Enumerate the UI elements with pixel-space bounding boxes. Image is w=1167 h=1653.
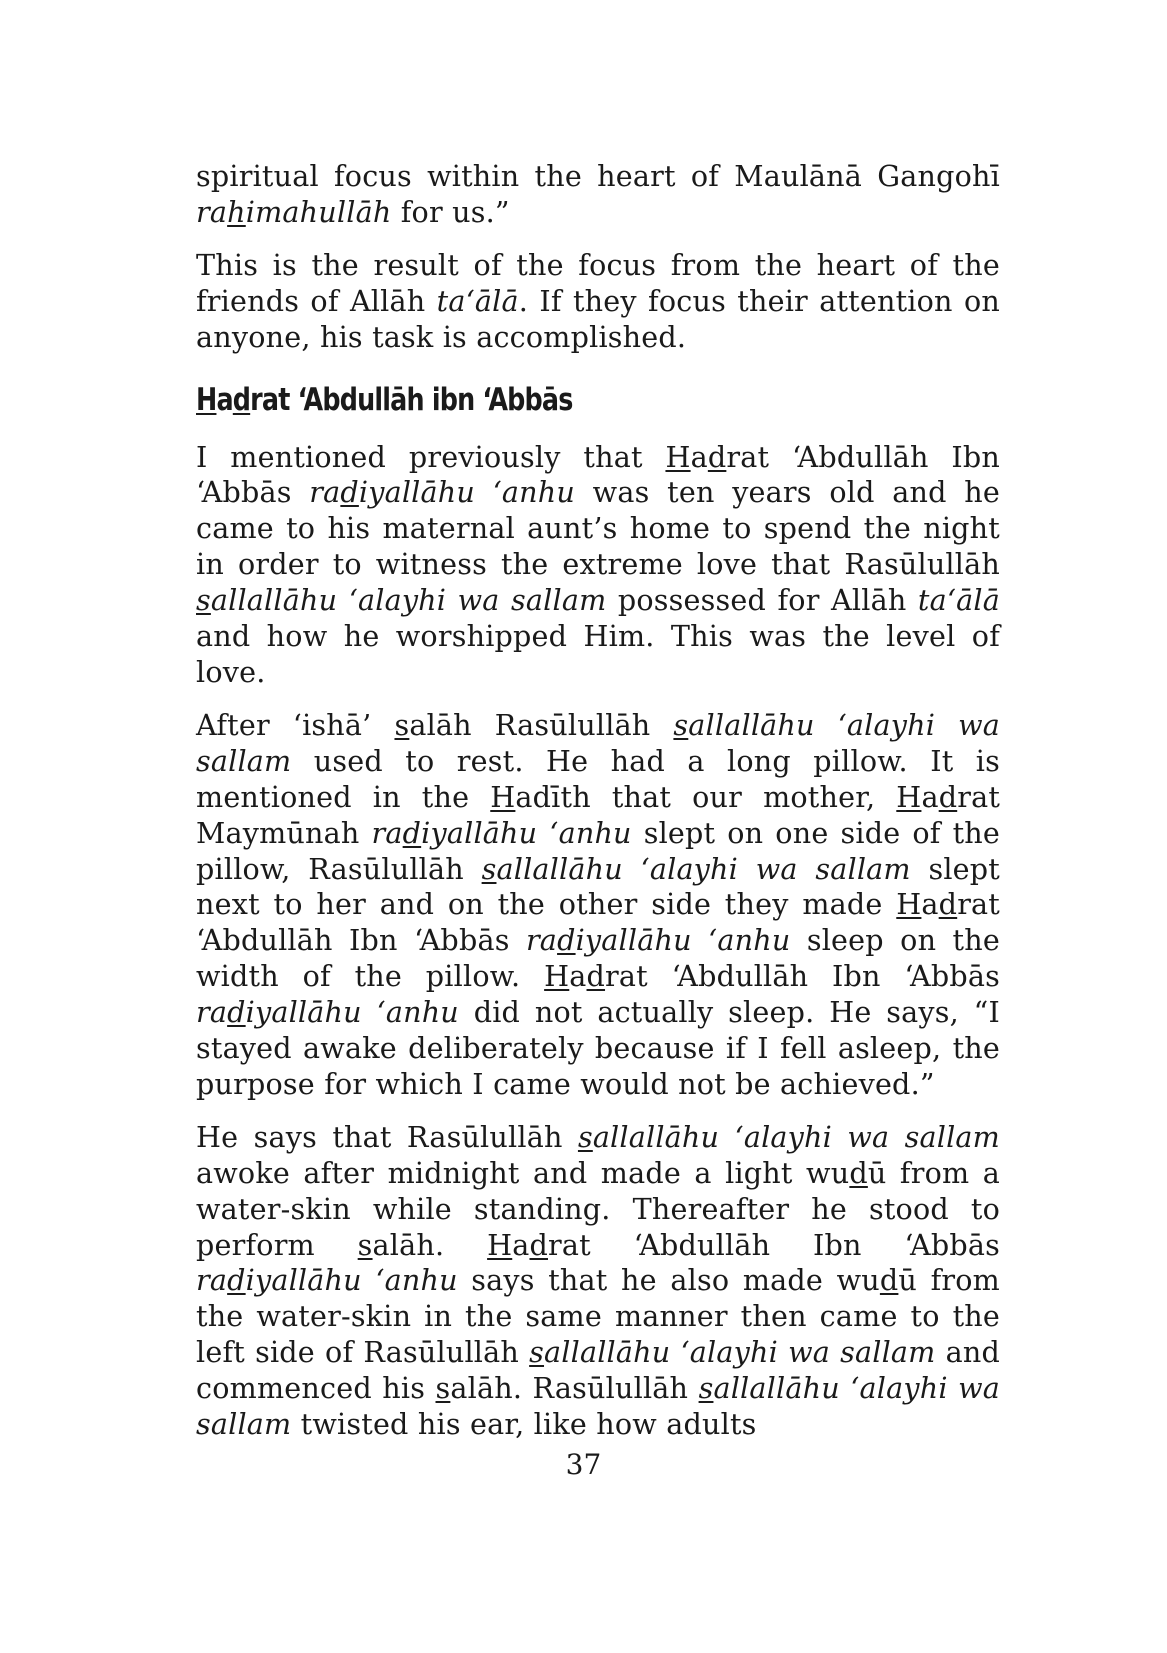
- text-run: I mentioned previously that: [196, 439, 666, 474]
- text-run: After ‘ishā’: [196, 707, 395, 742]
- text-run: s: [577, 1119, 593, 1154]
- text-run: imahullāh: [245, 194, 392, 229]
- text-run: a: [690, 439, 708, 474]
- text-run: awoke after midnight and made a light wu: [196, 1155, 850, 1190]
- text-run: alāh.: [372, 1227, 488, 1262]
- text-run: rat ‘Abdullāh ibn ‘Abbās: [250, 381, 573, 418]
- text-run: a: [216, 381, 233, 418]
- text-run: d: [849, 1155, 868, 1190]
- text-run: He says that Rasūlullāh: [196, 1119, 578, 1154]
- text-run: H: [490, 779, 516, 814]
- text-run: ta‘ālā: [436, 283, 519, 318]
- text-run: s: [481, 851, 497, 886]
- text-run: s: [357, 1227, 373, 1262]
- page-number: 37: [565, 1448, 602, 1481]
- paragraph-4: [196, 708, 1000, 1103]
- text-run: iyallāhu ‘anhu: [245, 1263, 458, 1298]
- text-run: allallāhu ‘alayhi wa sallam: [210, 583, 607, 618]
- text-run: d: [340, 475, 359, 510]
- text-run: and commenced his: [196, 1335, 1000, 1406]
- text-run: ū from the water-skin in the same manner then came to the left side of Rasūlullāh: [196, 1263, 1000, 1370]
- text-run: d: [402, 815, 422, 850]
- text-run: possessed for Allāh: [606, 583, 918, 618]
- text-run: iyallāhu ‘anhu: [245, 995, 459, 1030]
- text-run: alāh Rasūlullāh: [409, 707, 674, 742]
- text-run: twisted his ear, like how adults: [291, 1407, 757, 1442]
- text-run: H: [487, 1227, 513, 1262]
- paragraph-2: [196, 248, 1000, 356]
- text-run: H: [896, 779, 922, 814]
- text-run: rat Maymūnah: [196, 779, 1001, 850]
- text-run: ra: [196, 1263, 228, 1298]
- text-run: allallāhu ‘alayhi wa sallam: [592, 1119, 1000, 1154]
- text-run: d: [227, 995, 246, 1030]
- text-run: s: [435, 1371, 451, 1406]
- text-run: a: [921, 887, 939, 922]
- text-run: a: [512, 1227, 530, 1262]
- text-run: ra: [196, 194, 228, 229]
- text-run: ra: [309, 475, 341, 510]
- text-run: d: [227, 1263, 246, 1298]
- text-run: ra: [525, 923, 558, 958]
- text-run: allallāhu ‘alayhi wa sallam: [496, 851, 911, 886]
- text-run: adīth that our mother,: [515, 779, 897, 814]
- text-run: for us.”: [391, 194, 510, 229]
- text-run: d: [938, 887, 958, 922]
- text-run: alāh. Rasūlullāh: [450, 1371, 699, 1406]
- text-run: s: [529, 1335, 545, 1370]
- text-run: ū from a water-skin while standing. Thereafter he stood to perform: [196, 1155, 1000, 1262]
- text-run: rat ‘Abdullāh Ibn ‘Abbās: [196, 439, 1000, 510]
- text-run: d: [232, 381, 251, 418]
- text-run: says that he also made wu: [457, 1263, 880, 1298]
- paragraph-5: [196, 1120, 1000, 1443]
- text-column: [196, 159, 1000, 1460]
- text-run: allallāhu ‘alayhi wa sallam: [196, 1371, 1000, 1442]
- text-run: iyallāhu ‘anhu: [575, 923, 791, 958]
- text-run: d: [938, 779, 958, 814]
- text-run: did not actually sleep. He says, “I stayed awake deliberately because if I fell asleep, the purpose for which I came would not be achieved.”: [196, 995, 1000, 1101]
- text-run: s: [394, 707, 410, 742]
- text-run: d: [707, 439, 727, 474]
- text-run: rat ‘Abdullāh Ibn ‘Abbās: [548, 1227, 1000, 1262]
- text-run: d: [557, 923, 576, 958]
- text-run: slept on one side of the pillow, Rasūlullāh: [196, 815, 1000, 886]
- text-run: iyallāhu ‘anhu: [421, 815, 632, 850]
- text-run: d: [529, 1227, 548, 1262]
- text-run: was ten years old and he came to his maternal aunt’s home to spend the night in order to witness the extreme love that Rasūlullāh: [196, 475, 1000, 582]
- text-run: iyallāhu ‘anhu: [358, 475, 576, 510]
- text-run: H: [196, 381, 217, 418]
- text-run: a: [569, 959, 587, 994]
- text-run: This is the result of the focus from the heart of the friends of Allāh: [196, 247, 1000, 318]
- text-run: used to rest. He had a long pillow. It is mentioned in the: [196, 743, 1000, 814]
- text-run: spiritual focus within the heart of Maulānā Gangohī: [196, 159, 1000, 193]
- text-run: H: [896, 887, 922, 922]
- text-run: ra: [371, 815, 403, 850]
- text-run: d: [879, 1263, 899, 1298]
- text-run: . If they focus their attention on anyone, his task is accomplished.: [196, 283, 1000, 354]
- text-run: s: [698, 1371, 714, 1406]
- paragraph-1: [196, 159, 1000, 231]
- text-run: a: [921, 779, 939, 814]
- section-heading: [196, 380, 855, 420]
- text-run: allallāhu ‘alayhi wa sallam: [544, 1335, 936, 1370]
- text-run: rat ‘Abdullāh Ibn ‘Abbās: [605, 959, 1001, 994]
- text-run: s: [196, 583, 211, 618]
- text-run: ta‘ālā: [917, 583, 1000, 618]
- text-run: H: [665, 439, 691, 474]
- paragraph-3: [196, 440, 1000, 691]
- text-run: slept next to her and on the other side they made: [196, 851, 1000, 922]
- text-run: and how he worshipped Him. This was the level of love.: [196, 619, 1000, 689]
- text-run: H: [544, 959, 570, 994]
- text-run: h: [227, 194, 246, 229]
- text-run: rat ‘Abdullāh Ibn ‘Abbās: [196, 887, 1000, 958]
- text-run: sleep on the width of the pillow.: [196, 923, 1000, 994]
- text-run: allallāhu ‘alayhi wa sallam: [196, 707, 1000, 778]
- text-run: d: [586, 959, 606, 994]
- text-run: s: [673, 707, 689, 742]
- text-run: ra: [196, 995, 228, 1030]
